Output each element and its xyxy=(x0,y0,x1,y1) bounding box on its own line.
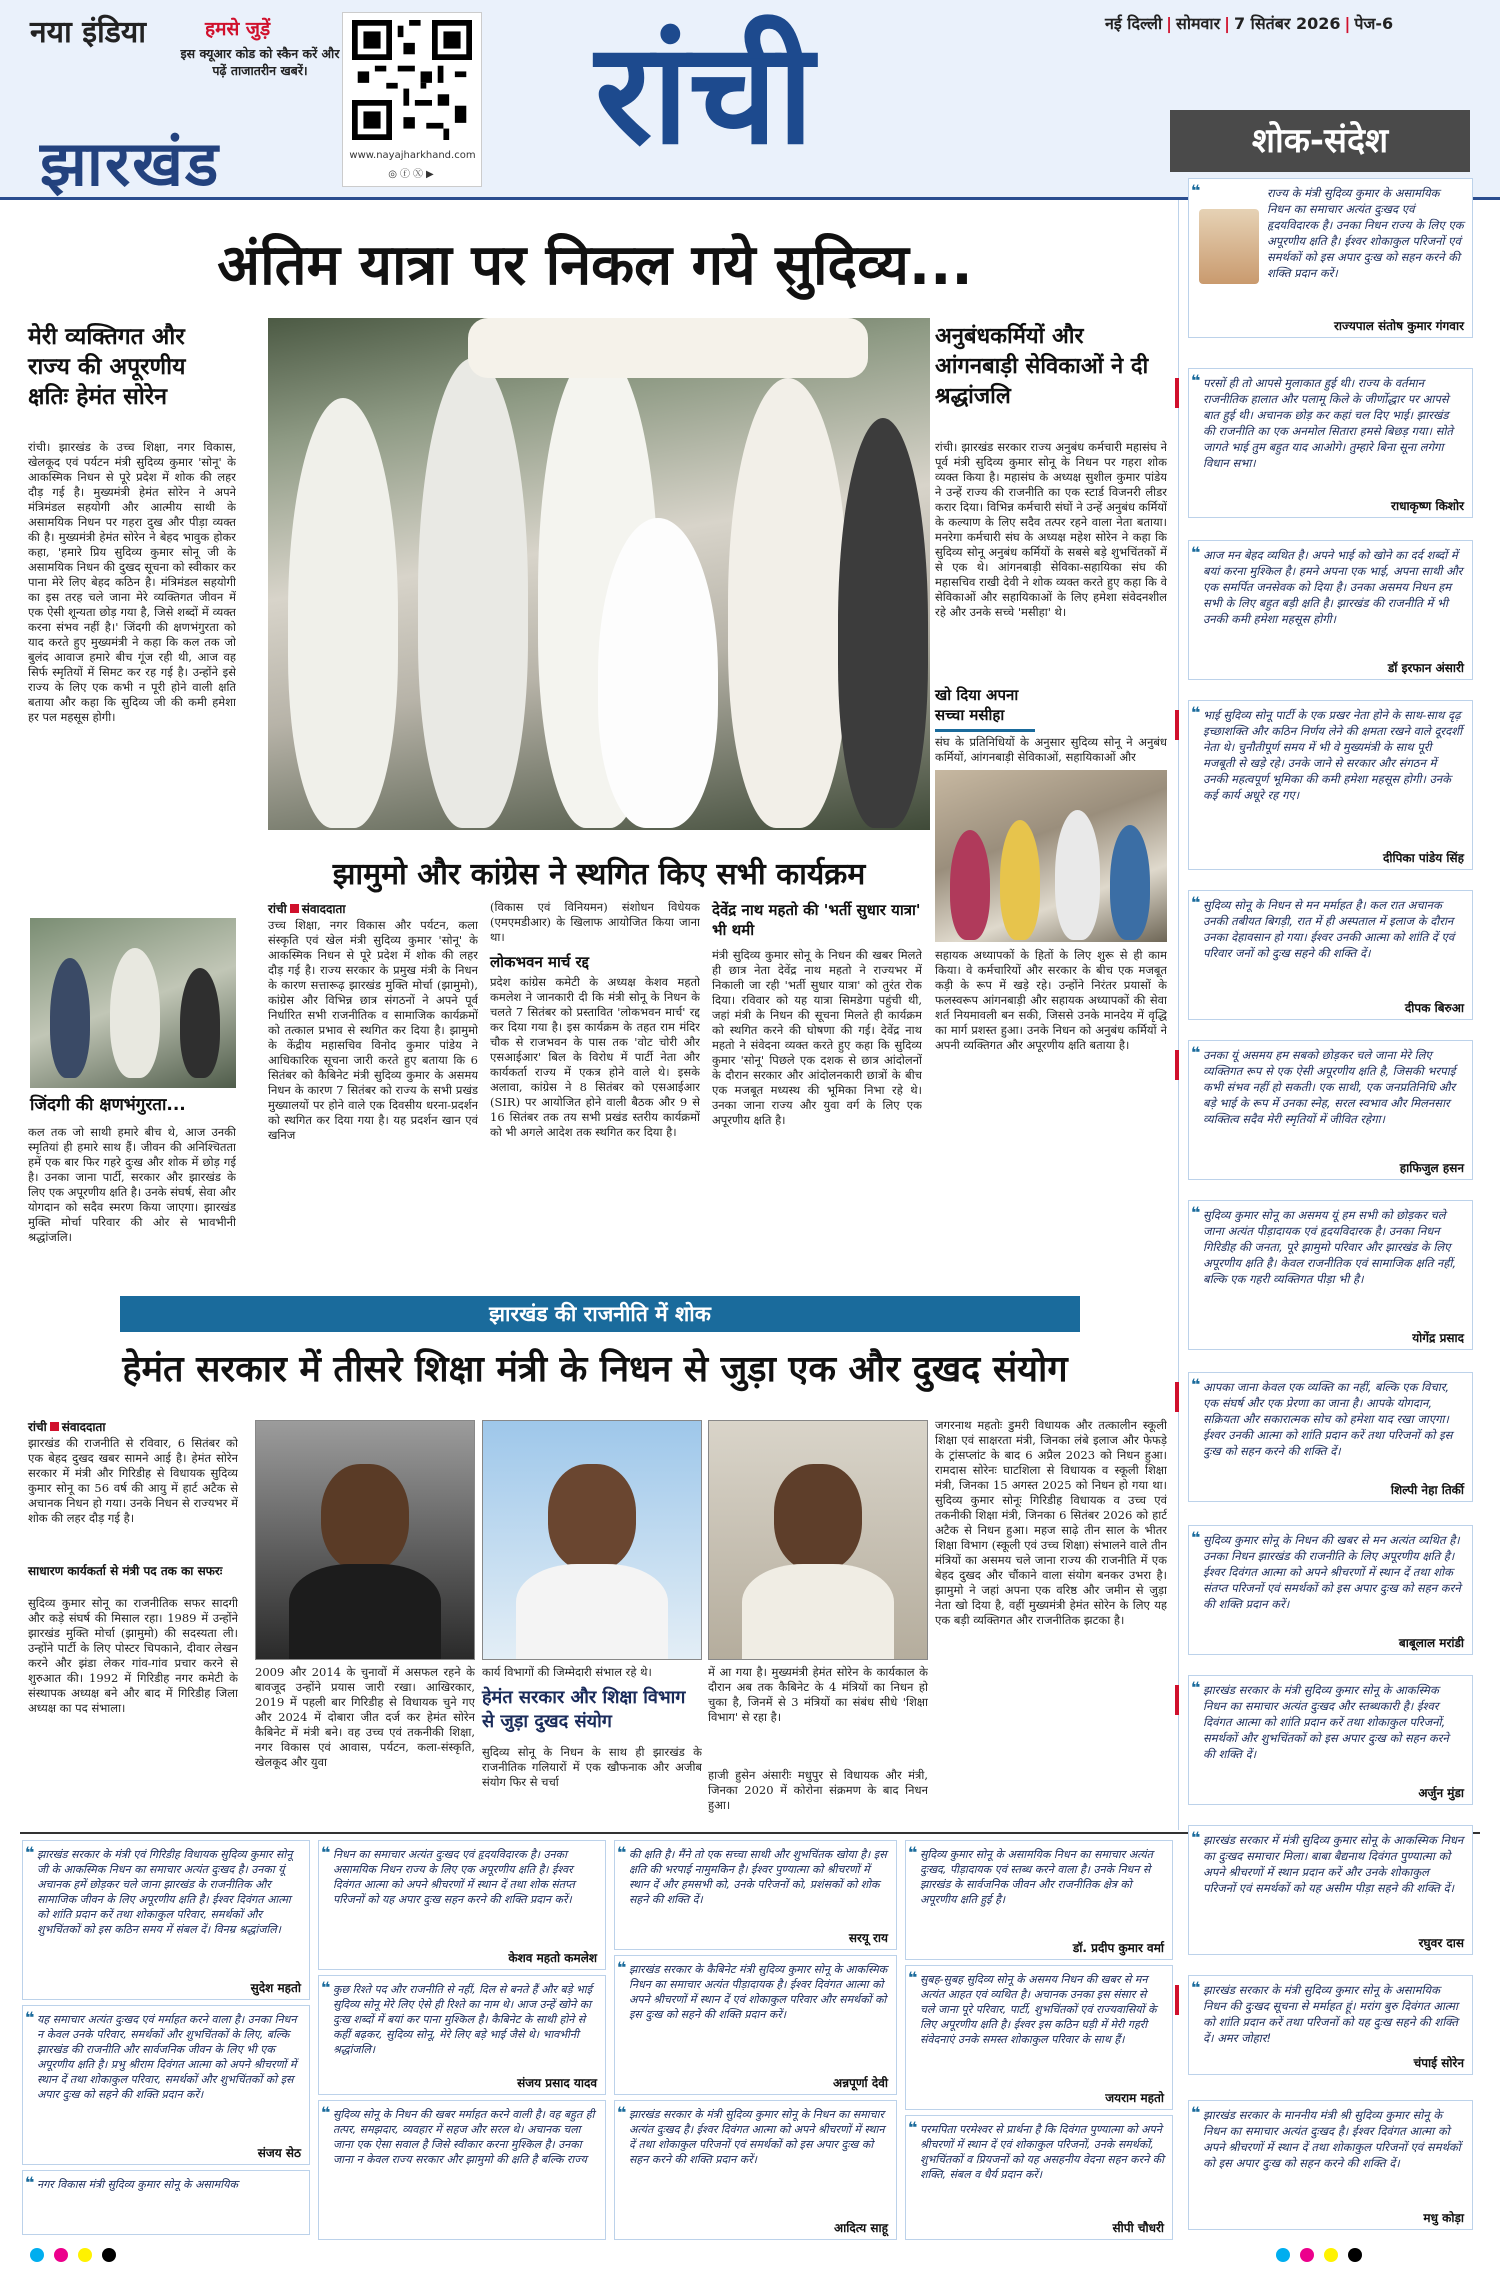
politics-headline: हेमंत सरकार में तीसरे शिक्षा मंत्री के निधन से जुड़ा एक और दुखद संयोग xyxy=(122,1349,1068,1390)
quote-icon: ❝ xyxy=(25,2173,35,2192)
quote-icon: ❝ xyxy=(617,1958,627,1977)
condolence-text: सुबह-सुबह सुदिव्य सोनू के असमय निधन की खबर से मन अत्यंत आहत एवं व्यथित है। अचानक उनका इस संसार से चले जाना पूरे परिवार, पार्टी, शुभचिंतकों एवं राज्यवासियों के लिए अपूरणीय क्षति है। ईश्वर इस कठिन घड़ी में मेरी गहरी संवेदनाएं उनके समस्त शोकाकुल परिवार के साथ हैं। xyxy=(920,1973,1157,2046)
jmm-subhead-2: देवेंद्र नाथ महतो की 'भर्ती सुधार यात्रा' भी थमी xyxy=(712,901,921,939)
condolence-signature: रघुवर दास xyxy=(1418,1936,1464,1950)
politics-dateline: रांची xyxy=(28,1420,47,1434)
condolence-text: परमपिता परमेश्वर से प्रार्थना है कि दिवंगत पुण्यात्मा को अपने श्रीचरणों में स्थान दें एवं शोकाकुल परिजनों, उनके समर्थकों, शुभचिंतकों व प्रियजनों को यह असहनीय वेदना सहन करने की शक्ति, संबल व धैर्य प्रदान करें। xyxy=(920,2123,1164,2181)
brand-main: झारखंड xyxy=(40,127,221,200)
jmm-text-3: प्रदेश कांग्रेस कमेटी के अध्यक्ष केशव महतो कमलेश ने जानकारी दी कि मंत्री सोनू के निधन के चलते 7 सितंबर को प्रस्तावित 'लोकभवन मार्च' रद्द कर दिया गया है। इस कार्यक्रम के तहत राम मंदिर चौक से राजभवन के पास तक 'वोट चोरी और एसआईआर' बिल के विरोध में पार्टी नेता और कार्यकर्ता राज्य में एकत्र होने वाले थे। इसके अलावा, कांग्रेस ने 8 सितंबर को एसआईआर (SIR) पर आयोजित होने वाली बैठक और 9 से 16 सितंबर तक तय सभी प्रखंड स्तरीय कार्यक्रमों को भी अगले आदेश तक स्थगित कर दिया है। xyxy=(490,975,700,1139)
quote-icon: ❝ xyxy=(1191,1978,1201,1997)
politics-text-3: 2009 और 2014 के चुनावों में असफल रहने के बावजूद उन्होंने प्रयास जारी रखा। आखिरकार, 2019 में पहली बार गिरिडीह से विधायक चुने गए और 2024 में दोबारा जीत दर्ज कर हेमंत सोरेन कैबिनेट में मंत्री बने। वह उच्च एवं तकनीकी शिक्षा, नगर विकास एवं आवास, पर्यटन, कला-संस्कृति, खेलकूद और युवा xyxy=(255,1665,475,1769)
condolence-text: झारखंड सरकार में मंत्री सुदिव्य कुमार सोनू के आकस्मिक निधन का दुःखद समाचार मिला। बाबा बैद्यनाथ दिवंगत पुण्यात्मा को अपने श्रीचरणों में स्थान प्रदान करें और उनके शोकाकुल परिजनों एवं समर्थकों को यह असीम पीड़ा सहने की शक्ति दें। xyxy=(1203,1833,1464,1895)
quote-icon: ❝ xyxy=(25,2008,35,2027)
lead-right-text: रांची। झारखंड सरकार राज्य अनुबंध कर्मचारी महासंघ ने पूर्व मंत्री सुदिव्य कुमार सोनू के निधन पर गहरा शोक व्यक्त किया है। महासंघ के अध्यक्ष सुशील कुमार पांडेय ने उन्हें राज्य की राजनीति का एक स्टार्ड विजनरी लीडर करार दिया। विभिन्न कर्मचारी संघों ने उन्हें अनुबंध कर्मियों के कल्याण के लिए सदैव तत्पर रहने वाला नेता बताया। मनरेगा कर्मचारी संघ के अध्यक्ष महेश सोरेन ने कहा कि सुदिव्य सोनू अनुबंध कर्मियों के सबसे बड़े शुभचिंतकों में से एक थे। आंगनबाड़ी सेविका-सहायिका संघ की महासचिव राखी देवी ने शोक व्यक्त करते हुए कहा कि वे सेविकाओं और सहायिकाओं के लिए हमेशा संवेदनशील रहे और उनके सच्चे 'मसीहा' थे। xyxy=(935,440,1167,619)
portrait-jagarnath xyxy=(482,1420,702,1660)
column-divider xyxy=(1178,200,1179,1830)
accent-mark xyxy=(1175,710,1179,740)
condolence-signature: आदित्य साहू xyxy=(834,2221,888,2235)
quote-icon: ❝ xyxy=(1191,1203,1201,1222)
condolence-text: सुदिव्य सोनू के निधन से मन मर्माहत है। कल रात अचानक उनकी तबीयत बिगड़ी, रात में ही अस्पताल में इलाज के दौरान उनका देहावसान हो गया। ईश्वर उनकी आत्मा को शांति दें एवं परिवार जनों को दुःख सहने की शक्ति दें। xyxy=(1203,898,1455,960)
dateline: नई दिल्ली | सोमवार | 7 सितंबर 2026 | पेज-6 xyxy=(1105,14,1394,33)
small-photo-caption: जिंदगी की क्षणभंगुरता... xyxy=(30,1095,186,1115)
qr-instructions: इस क्यूआर कोड को स्कैन करें और पढ़ें ताजातरीन खबरें। xyxy=(180,46,340,78)
condolence-box xyxy=(905,1965,1173,2110)
politics-text-2: सुदिव्य कुमार सोनू का राजनीतिक सफर सादगी और कड़े संघर्ष की मिसाल रहा। 1989 में उन्होंने झारखंड मुक्ति मोर्चा (झामुमो) की सदस्यता ली। उन्होंने पार्टी के लिए पोस्टर चिपकाने, दीवार लेखन करने और झंडा लेकर गांव-गांव प्रचार करने से शुरुआत की। 1992 में गिरिडीह नगर कमेटी के संस्थापक अध्यक्ष बने और बाद में गिरिडीह जिला अध्यक्ष का पद संभाला। xyxy=(28,1596,238,1715)
condolence-signature: शिल्पी नेहा तिर्की xyxy=(1390,1483,1464,1497)
condolence-box xyxy=(1188,1200,1473,1350)
condolence-text: आपका जाना केवल एक व्यक्ति का नहीं, बल्कि एक विचार, एक संघर्ष और एक प्रेरणा का जाना है। आपके योगदान, सक्रियता और सकारात्मक सोच को हमेशा याद रखा जाएगा। ईश्वर उनकी आत्मा को शांति प्रदान करें तथा परिजनों को इस दुःख को सहन करने की शक्ति दें। xyxy=(1203,1380,1453,1458)
quote-icon: ❝ xyxy=(1191,2103,1201,2122)
condolence-signature: अर्जुन मुंडा xyxy=(1418,1786,1464,1800)
red-square-icon xyxy=(50,1422,59,1431)
condolence-text: राज्य के मंत्री सुदिव्य कुमार के असामयिक निधन का समाचार अत्यंत दुःखद एवं हृदयविदारक है। उनका निधन राज्य के लिए एक अपूरणीय क्षति है। ईश्वर शोकाकुल परिजनों एवं समर्थकों को इस अपार दुःख को सहन करने की शक्ति प्रदान करें। xyxy=(1267,186,1464,280)
quote-icon: ❝ xyxy=(1191,1528,1201,1547)
politics-byline xyxy=(28,1418,105,1435)
join-us-label: हमसे जुड़ें xyxy=(205,18,271,40)
quote-icon: ❝ xyxy=(1191,1828,1201,1847)
condolence-signature: सीपी चौधरी xyxy=(1112,2221,1164,2235)
quote-icon: ❝ xyxy=(908,2118,918,2137)
small-photo xyxy=(30,918,236,1088)
quote-icon: ❝ xyxy=(1191,703,1201,722)
condolence-box xyxy=(1188,1975,1473,2075)
condolence-signature: योगेंद्र प्रसाद xyxy=(1412,1331,1464,1345)
condolence-signature: केशव महतो कमलेश xyxy=(508,1951,597,1965)
date-city: नई दिल्ली xyxy=(1105,14,1163,33)
condolence-box xyxy=(22,2005,310,2165)
red-square-icon xyxy=(290,904,299,913)
politics-text-6: में आ गया है। मुख्यमंत्री हेमंत सोरेन के कार्यकाल के दौरान अब तक कैबिनेट के 4 मंत्रियों का निधन हो चुका है, जिनमें से 3 मंत्रियों का संबंध सीधे 'शिक्षा विभाग' से रहा है। xyxy=(708,1665,928,1724)
lead-right-text-3: सहायक अध्यापकों के हितों के लिए शुरू से ही काम किया। वे कर्मचारियों और सरकार के बीच एक मजबूत कड़ी के रूप में खड़े रहे। उन्होंने निरंतर प्रयासों के फलस्वरूप आंगनबाड़ी और सहायक अध्यापकों की सेवा शर्त नियमावली बन सकी, जिससे उनके मानदेय में वृद्धि का मार्ग प्रशस्त हुआ। उनके निधन को अनुबंध कर्मियों ने अपनी व्यक्तिगत और अपूरणीय क्षति बताया है। xyxy=(935,948,1167,1052)
condolence-signature: डॉ. प्रदीप कुमार वर्मा xyxy=(1072,1941,1164,1955)
condolence-box xyxy=(22,2170,310,2235)
page-number: पेज-6 xyxy=(1354,14,1394,33)
lead-right-subhead: अनुबंधकर्मियों और आंगनबाड़ी सेविकाओं ने दी श्रद्धांजलि xyxy=(935,324,1149,409)
condolence-text: सुदिव्य कुमार सोनू का असमय यूं हम सभी को छोड़कर चले जाना अत्यंत पीड़ादायक एवं हृदयविदारक है। उनका निधन गिरिडीह की जनता, पूरे झामुमो परिवार और झारखंड के लिए अपूरणीय क्षति है। केवल राजनीतिक एवं सामाजिक क्षति नहीं, बल्कि एक गहरी व्यक्तिगत पीड़ा भी है। xyxy=(1203,1208,1457,1286)
condolence-text: परसों ही तो आपसे मुलाकात हुई थी। राज्य के वर्तमान राजनीतिक हालात और पलामू किले के जीर्णोद्धार पर आपसे बात हुई थी। अचानक छोड़ कर कहां चल दिए भाई। झारखंड की राजनीति का एक अनमोल सितारा हमसे बिछड़ गया। सोते जागते भाई तुम बहुत याद आओगे। तुम्हारे बिना सूना लगेगा विधान सभा। xyxy=(1203,376,1453,470)
qr-code-icon[interactable] xyxy=(352,20,472,140)
jmm-dateline: रांची xyxy=(268,902,287,916)
accent-mark xyxy=(1175,378,1179,408)
edition-city: रांची xyxy=(595,13,814,176)
quote-icon: ❝ xyxy=(25,1843,35,1862)
condolence-box xyxy=(1188,178,1473,338)
lead-left-subhead: मेरी व्यक्तिगत और राज्य की अपूरणीय क्षतिः हेमंत सोरेन xyxy=(28,324,186,410)
quote-icon: ❝ xyxy=(1191,1043,1201,1062)
jmm-subhead-1: लोकभवन मार्च रद्द xyxy=(490,953,590,971)
quote-icon: ❝ xyxy=(1191,893,1201,912)
jmm-text-2: (विकास एवं विनियमन) संशोधन विधेयक (एमएमडीआर) के खिलाफ आयोजित किया जाना था। xyxy=(490,900,700,944)
portrait-sudivya xyxy=(255,1420,475,1660)
accent-mark xyxy=(1175,1050,1179,1080)
quote-icon: ❝ xyxy=(1191,1375,1201,1394)
condolence-signature: मधु कोड़ा xyxy=(1423,2211,1464,2225)
condolence-text: नगर विकास मंत्री सुदिव्य कुमार सोनू के असामयिक xyxy=(37,2178,238,2191)
condolence-signature: राज्यपाल संतोष कुमार गंगवार xyxy=(1333,319,1464,333)
quote-icon: ❝ xyxy=(1191,543,1201,562)
politics-text-6b: हाजी हुसेन अंसारीः मधुपुर से विधायक और मंत्री, जिनका 2020 में कोरोना संक्रमण के बाद निधन हुआ। xyxy=(708,1768,928,1812)
lead-headline: अंतिम यात्रा पर निकल गये सुदिव्य... xyxy=(217,233,973,298)
condolence-text: झारखंड सरकार के मंत्री सुदिव्य कुमार सोनू के निधन का समाचार अत्यंत दुःखद है। ईश्वर दिवंगत आत्मा को अपने श्रीचरणों में स्थान दें तथा शोकाकुल परिजनों एवं समर्थकों को इस अपार दुःख को सहन करने की शक्ति प्रदान करें। xyxy=(629,2108,885,2166)
condolence-box xyxy=(1188,368,1473,518)
print-registration-marks xyxy=(0,2245,1500,2265)
accent-mark xyxy=(1175,1685,1179,1715)
condolence-box xyxy=(1188,700,1473,870)
social-icons[interactable]: ◎ⓕⓍ▶ xyxy=(388,169,437,180)
jmm-byline xyxy=(268,900,345,917)
condolence-text: यह समाचार अत्यंत दुःखद एवं मर्माहत करने वाला है। उनका निधन न केवल उनके परिवार, समर्थकों और शुभचिंतकों के लिए, बल्कि झारखंड की राजनीति और सार्वजनिक जीवन के लिए भी एक अपूरणीय क्षति है। प्रभु श्रीराम दिवंगत आत्मा को अपने श्रीचरणों में स्थान दें तथा शोकाकुल परिवार, समर्थकों और शुभचिंतकों को इस अपार दुःख को सहने की शक्ति प्रदान करें। xyxy=(37,2013,297,2101)
condolence-signature: अन्नपूर्णा देवी xyxy=(833,2076,888,2090)
condolence-box xyxy=(1188,540,1473,680)
condolence-text: सुदिव्य सोनू के निधन की खबर मर्माहत करने वाली है। वह बहुत ही तत्पर, समझदार, व्यवहार में सहज और सरल थे। अचानक चला जाना एक ऐसा सवाल है जिसे स्वीकार करना मुश्किल है। उनका जाना न केवल राज्य सरकार और झामुमो की क्षति है बल्कि राज्य xyxy=(333,2108,595,2166)
condolence-signature: दीपक बिरुआ xyxy=(1404,1001,1464,1015)
right-pull-quote: खो दिया अपना सच्चा मसीहा xyxy=(935,685,1035,732)
politics-subhead: साधारण कार्यकर्ता से मंत्री पद तक का सफरः xyxy=(28,1564,223,1578)
condolence-text: भाई सुदिव्य सोनू पार्टी के एक प्रखर नेता होने के साथ-साथ दृढ़ इच्छाशक्ति और कठिन निर्णय लेने की क्षमता रखने वाले दूरदर्शी नेता थे। चुनौतीपूर्ण समय में भी वे मुख्यमंत्री के साथ पूरी मजबूती से खड़े रहे। उनके जाने से सरकार और संगठन में उनकी महत्वपूर्ण भूमिका की कमी हमेशा महसूस होगी। उनके कई कार्य अधूरे रह गए। xyxy=(1203,708,1463,802)
politics-text-1: झारखंड की राजनीति से रविवार, 6 सितंबर को एक बेहद दुखद खबर सामने आई है। हेमंत सोरेन सरकार में मंत्री और गिरिडीह से विधायक सुदिव्य कुमार सोनू का 56 वर्ष की आयु में हार्ट अटैक से अचानक निधन हो गया। उनके निधन से राज्यभर में शोक की लहर दौड़ गई है। xyxy=(28,1436,238,1525)
condolence-box xyxy=(1188,890,1473,1020)
lead-photo xyxy=(268,318,930,830)
condolence-box xyxy=(318,1840,606,1970)
condolence-signature: डॉ इरफान अंसारी xyxy=(1387,661,1464,675)
condolence-signature: बाबूलाल मरांडी xyxy=(1398,1636,1464,1650)
jmm-text-4: मंत्री सुदिव्य कुमार सोनू के निधन की खबर मिलते ही छात्र नेता देवेंद्र नाथ महतो ने राज्यभर में निकाली जा रही 'भर्ती सुधार यात्रा' को तुरंत रोक दिया। रविवार को यह यात्रा सिमडेगा पहुंची थी, जहां मंत्री के निधन की सूचना मिलते ही कार्यक्रम को स्थगित करने की घोषणा की गई। देवेंद्र नाथ महतो ने संवेदना व्यक्त करते हुए कहा कि सुदिव्य कुमार 'सोनू' पिछले एक दशक से छात्र आंदोलनों के दौरान सरकार और आंदोलनकारी छात्रों के बीच एक मजबूत मध्यस्थ की भूमिका निभा रहे थे। उनका जाना राज्य और युवा वर्ग के लिए एक अपूरणीय क्षति है। xyxy=(712,948,922,1127)
politics-text-7: जगरनाथ महतोः डुमरी विधायक और तत्कालीन स्कूली शिक्षा एवं साक्षरता मंत्री, जिनका लंबे इलाज और फेफड़े के ट्रांसप्लांट के बाद 6 अप्रैल 2023 को निधन हुआ। रामदास सोरेनः घाटशिला से विधायक व स्कूली शिक्षा मंत्री, जिनका 15 अगस्त 2025 को निधन हो गया था। सुदिव्य कुमार सोनूः गिरिडीह विधायक व उच्च एवं तकनीकी शिक्षा मंत्री, जिनका 6 सितंबर 2026 को हार्ट अटैक से निधन हुआ। महज साढ़े तीन साल के भीतर शिक्षा विभाग (स्कूली एवं उच्च शिक्षा) संभालने वाले तीन मंत्रियों का असमय चले जाना राज्य की राजनीति में एक बेहद दुखद और चौंकाने वाला संयोग बनकर उभरा है। झामुमो ने जहां अपना एक वरिष्ठ और जमीन से जुड़ा नेता खो दिया है, वहीं मुख्यमंत्री हेमंत सोरेन के लिए यह एक बड़ी व्यक्तिगत और राजनीतिक झटका है। xyxy=(935,1418,1167,1627)
condolence-box xyxy=(318,2100,606,2240)
condolence-box xyxy=(22,1840,310,2000)
brand-top: नया इंडिया xyxy=(30,15,146,50)
condolence-header: शोक-संदेश xyxy=(1170,110,1470,172)
jmm-headline: झामुमो और कांग्रेस ने स्थगित किए सभी कार्यक्रम xyxy=(332,857,866,892)
condolence-text: निधन का समाचार अत्यंत दुःखद एवं हृदयविदारक है। उनका असामयिक निधन राज्य के लिए एक अपूरणीय क्षति है। ईश्वर दिवंगत आत्मा को अपने श्रीचरणों में स्थान दें तथा शोक संतप्त परिजनों को यह अपार दुःख सहन करने की शक्ति प्रदान करें। xyxy=(333,1848,575,1906)
portrait-ramdas xyxy=(708,1420,928,1660)
lead-left-text: रांची। झारखंड के उच्च शिक्षा, नगर विकास, खेलकूद एवं पर्यटन मंत्री सुदिव्य कुमार 'सोनू' के आकस्मिक निधन से पूरे प्रदेश में शोक की लहर दौड़ गई है। मुख्यमंत्री हेमंत सोरेन ने अपने मंत्रिमंडल सहयोगी और आत्मीय साथी के असामयिक निधन पर गहरा दुख और पीड़ा व्यक्त की है। मुख्यमंत्री हेमंत सोरेन ने बेहद भावुक होकर कहा, 'हमारे प्रिय सुदिव्य कुमार सोनू जी के असामयिक निधन की दुखद सूचना को स्वीकार कर पाना मेरे लिए बेहद कठिन है। मंत्रिमंडल सहयोगी का इस तरह चले जाना मेरे व्यक्तिगत जीवन में एक ऐसी शून्यता छोड़ गया है, जिसे शब्दों में व्यक्त करना संभव नहीं है।' जिंदगी की क्षणभंगुरता को याद करते हुए मुख्यमंत्री ने कहा कि कल तक जो बुलंद आवाज हमारे बीच गूंज रही थी, आज वह सिर्फ स्मृतियों में सिमट कर रह गई है। उन्होंने इसे राज्य के लिए एक कभी न पूरी होने वाली क्षति बताया और कहा कि सुदिव्य जी की कमी हमेशा हर पल महसूस होगी। xyxy=(28,440,236,724)
condolence-signature: चंपाई सोरेन xyxy=(1413,2056,1464,2070)
condolence-box xyxy=(318,1975,606,2095)
quote-icon: ❝ xyxy=(908,1968,918,1987)
condolence-text: की क्षति है। मैंने तो एक सच्चा साथी और शुभचिंतक खोया है। इस क्षति की भरपाई नामुमकिन है। ईश्वर पुण्यात्मा को श्रीचरणों में स्थान दें और हमसभी को, उनके परिजनों को, प्रशंसकों को शोक सहने की शक्ति दें। xyxy=(629,1848,887,1906)
condolence-box xyxy=(905,2115,1173,2240)
accent-mark xyxy=(1175,1382,1179,1412)
condolence-signature: दीपिका पांडेय सिंह xyxy=(1383,851,1464,865)
condolence-text: झारखंड सरकार के मंत्री सुदिव्य कुमार सोनू के आकस्मिक निधन का समाचार अत्यंत दुःखद और स्तब्धकारी है। ईश्वर दिवंगत आत्मा को शांति प्रदान करें तथा शोकाकुल परिजनों, समर्थकों और शुभचिंतकों को इस अपार दुःख को सहन करने की शक्ति दें। xyxy=(1203,1683,1449,1761)
lead-right-text-2: संघ के प्रतिनिधियों के अनुसार सुदिव्य सोनू ने अनुबंध कर्मियों, आंगनबाड़ी सेविकाओं, सहायिकाओं और xyxy=(935,735,1167,764)
quote-icon: ❝ xyxy=(321,2103,331,2122)
condolence-text: आज मन बेहद व्यथित है। अपने भाई को खोने का दर्द शब्दों में बयां करना मुश्किल है। हमने अपना एक भाई, अपना साथी और एक समर्पित जनसेवक को दिया है। उनका असमय निधन हम सभी के लिए बहुत बड़ी क्षति है। झारखंड की राजनीति में भी उनकी कमी हमेशा महसूस होगी। xyxy=(1203,548,1463,626)
condolence-text: झारखंड सरकार के कैबिनेट मंत्री सुदिव्य कुमार सोनू के आकस्मिक निधन का समाचार अत्यंत पीड़ादायक है। ईश्वर दिवंगत आत्मा को अपने श्रीचरणों में स्थान दें एवं शोकाकुल परिवार और समर्थकों को इस दुःख को सहने की शक्ति प्रदान करें। xyxy=(629,1963,888,2021)
condolence-signature: राधाकृष्ण किशोर xyxy=(1391,499,1464,513)
condolence-signature: हाफिजुल हसन xyxy=(1399,1161,1464,1175)
condolence-signature: जयराम महतो xyxy=(1105,2091,1164,2105)
condolence-signature: सुदेश महतो xyxy=(250,1981,301,1995)
condolence-signature: सरयू राय xyxy=(848,1931,888,1945)
quote-icon: ❝ xyxy=(321,1843,331,1862)
jmm-text-1: उच्च शिक्षा, नगर विकास और पर्यटन, कला संस्कृति एवं खेल मंत्री सुदिव्य कुमार 'सोनू' के आकस्मिक निधन से पूरे प्रदेश में शोक की लहर दौड़ गई है। राज्य सरकार के प्रमुख मंत्री के निधन के कारण सत्तारूढ़ झारखंड मुक्ति मोर्चा (झामुमो), कांग्रेस और विभिन्न छात्र संगठनों ने अपने पूर्व निर्धारित सभी राजनीतिक व सामाजिक कार्यक्रमों को तत्काल प्रभाव से स्थगित कर दिया है। झामुमो के केंद्रीय महासचिव विनोद कुमार पांडेय ने आधिकारिक सूचना जारी करते हुए बताया कि 6 सितंबर को कैबिनेट मंत्री सुदिव्य कुमार के असमय निधन के कारण 7 सितंबर को राज्य के सभी प्रखंड मुख्यालयों पर होने वाले एक दिवसीय धरना-प्रदर्शन को स्थगित कर दिया गया है। यह प्रदर्शन खान एवं खनिज xyxy=(268,918,478,1142)
quote-icon: ❝ xyxy=(1191,371,1201,390)
condolence-text: झारखंड सरकार के मंत्री एवं गिरिडीह विधायक सुदिव्य कुमार सोनू जी के आकस्मिक निधन का समाचार अत्यंत दुःखद है। उनका यूं अचानक हमें छोड़कर चले जाना झारखंड के राजनीतिक और सामाजिक जीवन के लिए अपूरणीय क्षति है। ईश्वर दिवंगत आत्मा को शांति प्रदान करें तथा शोकाकुल परिवार, समर्थकों और शुभचिंतकों को इस कठिन समय में संबल दें। विनम्र श्रद्धांजलि। xyxy=(37,1848,293,1936)
anganwadi-photo xyxy=(935,770,1167,942)
condolence-text: उनका यूं असमय हम सबको छोड़कर चले जाना मेरे लिए व्यक्तिगत रूप से एक ऐसी अपूरणीय क्षति है, जिसकी भरपाई कभी संभव नहीं हो सकती। एक साथी, एक जनप्रतिनिधि और बड़े भाई के रूप में उनका स्नेह, सरल स्वभाव और मिलनसार व्यक्तित्व सदैव मेरी स्मृतियों में जीवित रहेगा। xyxy=(1203,1048,1456,1126)
condolence-box xyxy=(1188,1372,1473,1502)
politics-correspondent: संवाददाता xyxy=(61,1420,106,1434)
condolence-text: झारखंड सरकार के मंत्री सुदिव्य कुमार सोनू के असामयिक निधन की दुःखद सूचना से मर्माहत हूं। मरांग बुरु दिवंगत आत्मा को शांति प्रदान करें तथा परिजनों को यह दुःख सहने की शक्ति दें। अमर जोहार! xyxy=(1203,1983,1459,2045)
politics-pull-quote: हेमंत सरकार और शिक्षा विभाग से जुड़ा दुखद संयोग xyxy=(482,1687,686,1732)
quote-icon: ❝ xyxy=(617,2103,627,2122)
condolence-box xyxy=(614,2100,897,2240)
condolence-signature: संजय प्रसाद यादव xyxy=(517,2076,597,2090)
accent-mark xyxy=(1175,1985,1179,2015)
condolence-box xyxy=(1188,2100,1473,2230)
condolence-box xyxy=(1188,1675,1473,1805)
date: 7 सितंबर 2026 xyxy=(1233,14,1341,33)
condolence-text: सुदिव्य कुमार सोनू के असामयिक निधन का समाचार अत्यंत दुःखद, पीड़ादायक एवं स्तब्ध करने वाला है। उनके निधन से झारखंड के सार्वजनिक जीवन और राजनीतिक क्षेत्र को अपूरणीय क्षति हुई है। xyxy=(920,1848,1153,1906)
politics-section-bar: झारखंड की राजनीति में शोक xyxy=(120,1296,1080,1332)
governor-portrait xyxy=(1199,209,1259,284)
politics-text-5: सुदिव्य सोनू के निधन के साथ ही झारखंड के राजनीतिक गलियारों में एक खौफनाक और अजीब संयोग फिर से चर्चा xyxy=(482,1745,702,1789)
quote-icon: ❝ xyxy=(1191,181,1201,200)
condolence-text: झारखंड सरकार के माननीय मंत्री श्री सुदिव्य कुमार सोनू के निधन का समाचार अत्यंत दुःखद है। ईश्वर दिवंगत आत्मा को अपने श्रीचरणों में स्थान दें तथा शोकाकुल परिजनों एवं समर्थकों को इस अपार दुःख को सहन करने की शक्ति दें। xyxy=(1203,2108,1461,2170)
quote-icon: ❝ xyxy=(1191,1678,1201,1697)
condolence-box xyxy=(905,1840,1173,1960)
condolence-box xyxy=(614,1955,897,2095)
jmm-correspondent: संवाददाता xyxy=(301,902,346,916)
quote-icon: ❝ xyxy=(321,1978,331,1997)
condolence-box xyxy=(1188,1825,1473,1955)
quote-icon: ❝ xyxy=(908,1843,918,1862)
condolence-signature: संजय सेठ xyxy=(257,2146,301,2160)
condolence-box xyxy=(1188,1525,1473,1655)
politics-text-4: कार्य विभागों की जिम्मेदारी संभाल रहे थे। xyxy=(482,1665,652,1679)
condolence-box xyxy=(1188,1040,1473,1180)
quote-icon: ❝ xyxy=(617,1843,627,1862)
condolence-text: कुछ रिश्ते पद और राजनीति से नहीं, दिल से बनते हैं और बड़े भाई सुदिव्य सोनू मेरे लिए ऐसे ही रिश्ते का नाम थे। आज उन्हें खोने का दुःख शब्दों में बयां कर पाना मुश्किल है। कैबिनेट के साथी होने से कहीं बढ़कर, सुदिव्य सोनू, मेरे लिए बड़े भाई जैसे थे। भावभीनी श्रद्धांजलि। xyxy=(333,1983,593,2056)
qr-url[interactable]: www.nayajharkhand.com xyxy=(349,150,476,161)
lead-left-text-continued: कल तक जो साथी हमारे बीच थे, आज उनकी स्मृतियां ही हमारे साथ हैं। जीवन की अनिश्चितता हमें एक बार फिर गहरे दुःख और शोक में छोड़ गई है। उनका जाना पार्टी, सरकार और झारखंड के लिए एक अपूरणीय क्षति है। उनके संघर्ष, सेवा और योगदान को सदैव स्मरण किया जाएगा। झारखंड मुक्ति मोर्चा परिवार की ओर से भावभीनी श्रद्धांजलि। xyxy=(28,1125,236,1244)
condolence-box xyxy=(614,1840,897,1950)
condolence-text: सुदिव्य कुमार सोनू के निधन की खबर से मन अत्यंत व्यथित है। उनका निधन झारखंड की राजनीति के लिए अपूरणीय क्षति है। ईश्वर दिवंगत आत्मा को अपने श्रीचरणों में स्थान दें तथा शोक संतप्त परिजनों एवं समर्थकों को इस अपार दुःख को सहन करने की शक्ति प्रदान करें। xyxy=(1203,1533,1461,1611)
date-day: सोमवार xyxy=(1176,14,1221,33)
